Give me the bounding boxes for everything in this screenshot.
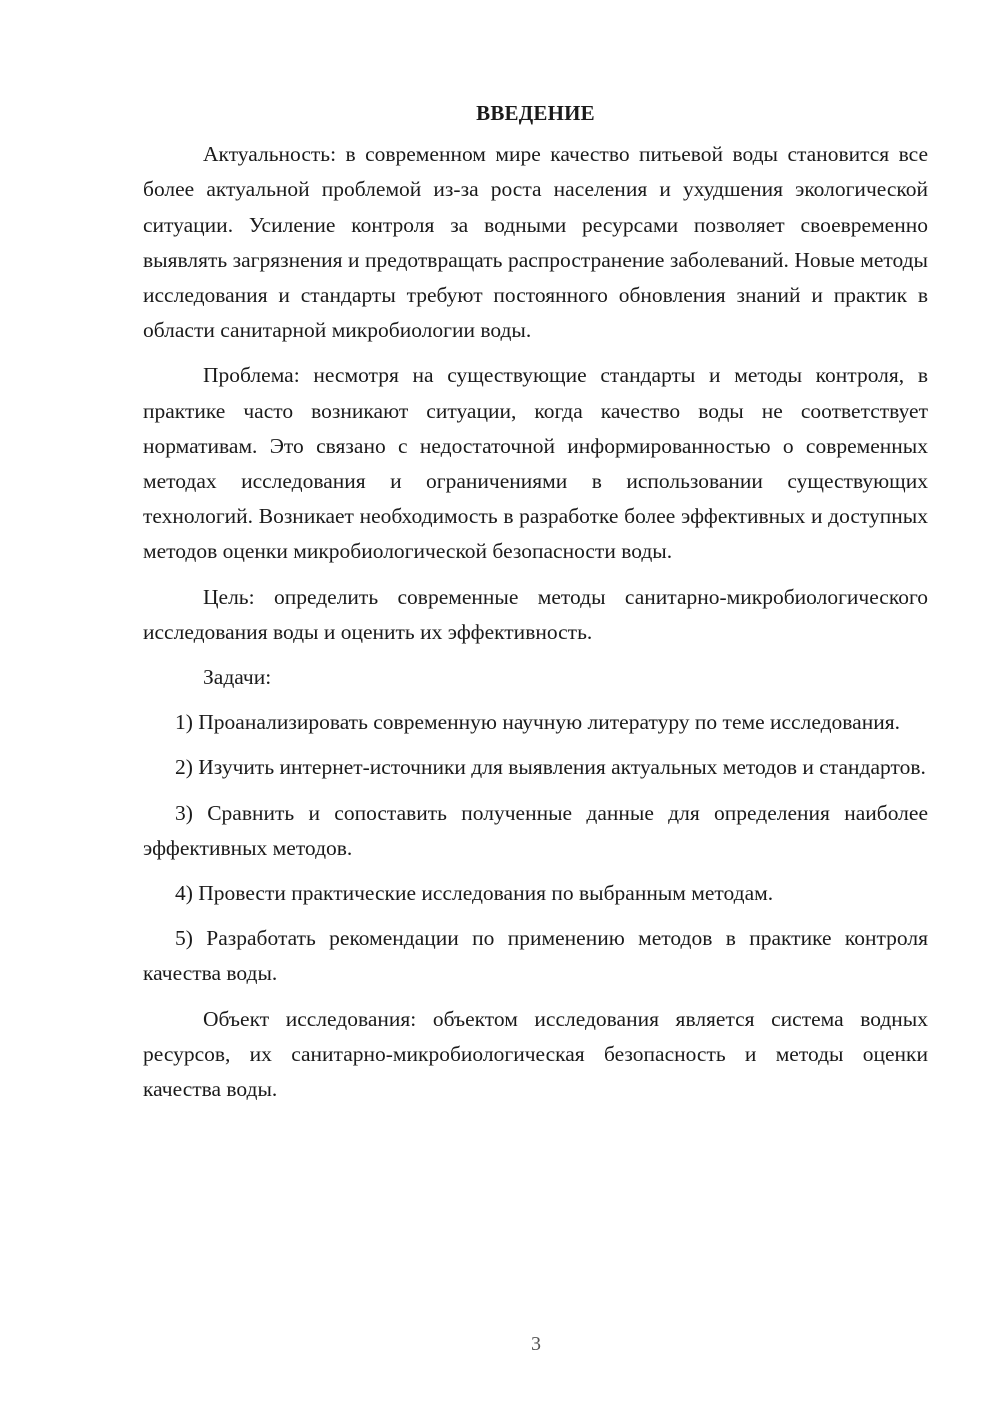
paragraph-object: Объект исследования: объектом исследования является система водных ресурсов, их санитарно-микробиологическая безопасность и методы оценки качества воды.	[143, 1006, 928, 1102]
document-page	[143, 96, 928, 1117]
task-item-2: 2) Изучить интернет-источники для выявления актуальных методов и стандартов.	[175, 755, 926, 780]
page-title: ВВЕДЕНИЕ	[476, 101, 595, 125]
tasks-heading: Задачи:	[203, 665, 272, 690]
task-item-3: 3) Сравнить и сопоставить полученные данные для определения наиболее эффективных методов.	[143, 800, 928, 860]
paragraph-relevance: Актуальность: в современном мире качество питьевой воды становится все более актуальной проблемой из-за роста населения и ухудшения экологической ситуации. Усиление контроля за водными ресурсами позволяет своевременно выявлять загрязнения и предотвращать распространение заболеваний. Новые методы исследования и стандарты требуют постоянного обновления знаний и практик в области санитарной микробиологии воды.	[143, 142, 928, 343]
task-item-1: 1) Проанализировать современную научную литературу по теме исследования.	[175, 710, 900, 735]
task-item-5: 5) Разработать рекомендации по применению методов в практике контроля качества воды.	[143, 926, 928, 986]
page-number: 3	[531, 1333, 541, 1355]
paragraph-goal: Цель: определить современные методы санитарно-микробиологического исследования воды и оценить их эффективность.	[143, 584, 928, 644]
task-item-4: 4) Провести практические исследования по выбранным методам.	[175, 881, 774, 906]
paragraph-problem: Проблема: несмотря на существующие стандарты и методы контроля, в практике часто возникают ситуации, когда качество воды не соответствует нормативам. Это связано с недостаточной информированностью о современных методах исследования и ограничениями в использовании существующих технологий. Возникает необходимость в разработке более эффективных и доступных методов оценки микробиологической безопасности воды.	[143, 363, 928, 564]
